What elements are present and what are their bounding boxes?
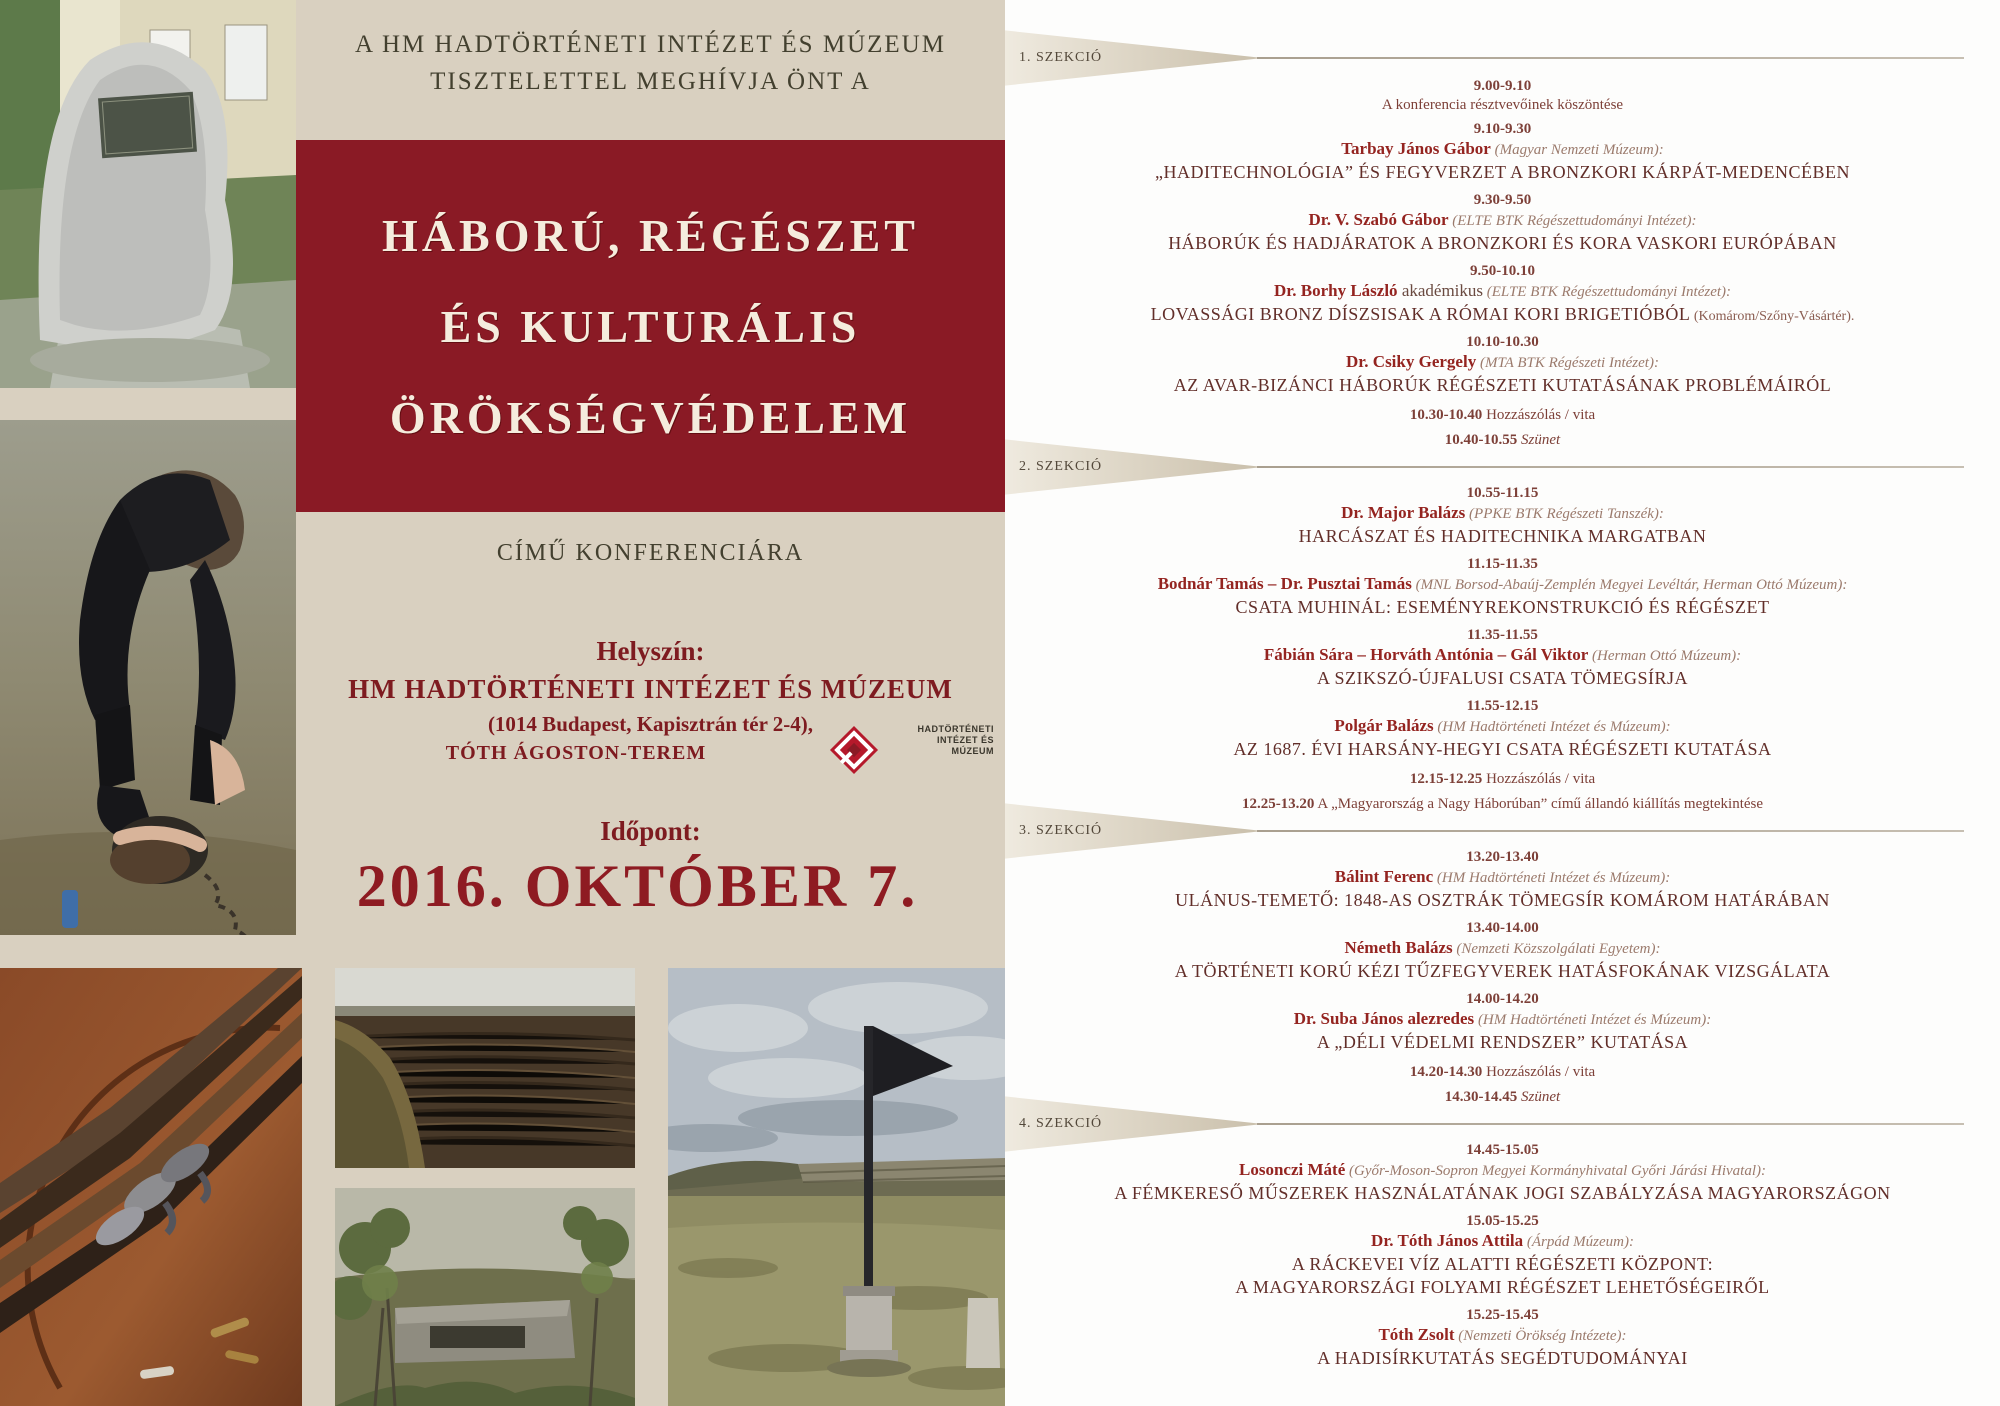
program-note (1005, 77, 2000, 115)
photo-diver (0, 420, 296, 935)
program-talk (1005, 848, 2000, 914)
title-line2: ÉS KULTURÁLIS (440, 300, 861, 352)
talk-time: 11.15-11.35 (1467, 556, 1538, 572)
talk-speaker: Dr. Suba János alezredes (1293, 1009, 1475, 1028)
section-header (1005, 46, 2000, 70)
talk-time: 14.45-15.05 (1466, 1142, 1539, 1158)
program-talk (1005, 484, 2000, 550)
talk-speaker-line (1005, 866, 2000, 889)
talk-time: 14.00-14.20 (1466, 991, 1539, 1007)
note-time: 10.40-10.55 (1444, 432, 1518, 448)
photo-stone-memorial (0, 0, 296, 388)
logo-line1: HADTÖRTÉNETI (917, 724, 994, 734)
program-talk (1005, 1141, 2000, 1207)
talk-speaker: Dr. Csiky Gergely (1346, 352, 1477, 371)
program-talk (1005, 697, 2000, 763)
program-section (1005, 455, 2000, 813)
photo-bunker (335, 1188, 635, 1406)
section-label: 3. SZEKCIÓ (1019, 823, 1103, 838)
talk-affiliation: (MNL Borsod-Abaúj-Zemplén Megyei Levéltár, Herman Ottó Múzeum): (1411, 577, 1848, 593)
note-text: A konferencia résztvevőinek köszöntése (1381, 97, 1624, 113)
talk-speaker: Dr. Major Balázs (1341, 503, 1466, 522)
program-note (1005, 1063, 2000, 1081)
venue-name: HM HADTÖRTÉNETI INTÉZET ÉS MÚZEUM (348, 674, 953, 704)
talk-title: AZ AVAR-BIZÁNCI HÁBORÚK RÉGÉSZETI KUTATÁSÁNAK PROBLÉMÁIRÓL (1173, 375, 1832, 395)
note-time: 14.20-14.30 (1409, 1064, 1483, 1080)
note-time: 12.15-12.25 (1409, 771, 1483, 787)
museum-logo-icon (828, 724, 880, 776)
program-panel (1005, 0, 2000, 1406)
talk-time: 13.40-14.00 (1466, 920, 1539, 936)
venue-room: TÓTH ÁGOSTON-TEREM (445, 742, 707, 764)
talk-speaker: Fábián Sára – Horváth Antónia – Gál Viktor (1263, 645, 1589, 664)
talk-speaker-line (1005, 573, 2000, 596)
talk-speaker: Dr. Borhy László (1273, 281, 1398, 300)
talk-speaker-line (1005, 209, 2000, 232)
section-header (1005, 819, 2000, 843)
talk-time: 15.05-15.25 (1466, 1213, 1539, 1229)
talk-affiliation: (Magyar Nemzeti Múzeum): (1490, 142, 1664, 158)
talk-affiliation: (Győr-Moson-Sopron Megyei Kormányhivatal Győri Járási Hivatal): (1345, 1163, 1766, 1179)
venue-address: (1014 Budapest, Kapisztrán tér 2-4), (487, 712, 814, 736)
note-text: Hozzászólás / vita (1482, 1064, 1596, 1080)
talk-affiliation: (PPKE BTK Régészeti Tanszék): (1465, 506, 1664, 522)
logo-line3: MÚZEUM (951, 746, 994, 756)
talk-time: 9.10-9.30 (1473, 121, 1532, 137)
talk-affiliation: (HM Hadtörténeti Intézet és Múzeum): (1474, 1012, 1712, 1028)
section-body (1005, 484, 2000, 813)
section-label: 1. SZEKCIÓ (1019, 50, 1103, 65)
talk-speaker: Bálint Ferenc (1334, 867, 1434, 886)
invite-line2: TISZTELETTEL MEGHÍVJA ÖNT A (430, 68, 871, 95)
talk-time: 9.30-9.50 (1473, 192, 1532, 208)
program-talk (1005, 262, 2000, 328)
talk-time: 11.35-11.55 (1467, 627, 1538, 643)
section-body (1005, 77, 2000, 449)
program-talk (1005, 191, 2000, 257)
talk-affiliation: (HM Hadtörténeti Intézet és Múzeum): (1433, 870, 1671, 886)
talk-speaker-line (1005, 1324, 2000, 1347)
talk-title: HÁBORÚK ÉS HADJÁRATOK A BRONZKORI ÉS KORA VASKORI EURÓPÁBAN (1168, 233, 1837, 253)
talk-title: HARCÁSZAT ÉS HADITECHNIKA MARGATBAN (1298, 526, 1707, 546)
note-text: Hozzászólás / vita (1482, 407, 1596, 423)
museum-logo (828, 716, 998, 794)
invite-text (296, 26, 1005, 100)
talk-title: A HADISÍRKUTATÁS SEGÉDTUDOMÁNYAI (1317, 1348, 1688, 1368)
talk-speaker: Polgár Balázs (1334, 716, 1434, 735)
program-talk (1005, 555, 2000, 621)
talk-title: A RÁCKEVEI VÍZ ALATTI RÉGÉSZETI KÖZPONT: A MAGYARORSZÁGI FOLYAMI RÉGÉSZET LEHETŐSÉGEIRŐL (1235, 1254, 1770, 1297)
talk-speaker: Dr. V. Szabó Gábor (1308, 210, 1449, 229)
invite-line1: A HM HADTÖRTÉNETI INTÉZET ÉS MÚZEUM (355, 31, 946, 58)
program-talk (1005, 919, 2000, 985)
talk-speaker: Bodnár Tamás – Dr. Pusztai Tamás (1157, 574, 1412, 593)
program-note (1005, 795, 2000, 813)
talk-speaker-line (1005, 1159, 2000, 1182)
program-note (1005, 770, 2000, 788)
section-divider-line (1257, 57, 1964, 59)
talk-affiliation: (Nemzeti Közszolgálati Egyetem): (1452, 941, 1661, 957)
talk-speaker-line (1005, 351, 2000, 374)
program-note (1005, 406, 2000, 424)
talk-title: AZ 1687. ÉVI HARSÁNY-HEGYI CSATA RÉGÉSZETI KUTATÁSA (1233, 739, 1772, 759)
talk-title-suffix: (Komárom/Szőny-Vásártér). (1690, 309, 1855, 324)
talk-speaker-line (1005, 715, 2000, 738)
talk-affiliation: (MTA BTK Régészeti Intézet): (1476, 355, 1659, 371)
program-section (1005, 819, 2000, 1106)
note-time: 12.25-13.20 (1241, 796, 1315, 812)
section-body (1005, 1141, 2000, 1372)
section-body (1005, 848, 2000, 1106)
section-divider-line (1257, 1123, 1964, 1125)
talk-title: A FÉMKERESŐ MŰSZEREK HASZNÁLATÁNAK JOGI SZABÁLYZÁSA MAGYARORSZÁGON (1114, 1183, 1891, 1203)
program-talk (1005, 1306, 2000, 1372)
talk-speaker-line (1005, 138, 2000, 161)
talk-time: 11.55-12.15 (1466, 698, 1539, 714)
program-section (1005, 1112, 2000, 1372)
talk-speaker-extra: akadémikus (1397, 281, 1484, 300)
talk-title: A TÖRTÉNETI KORÚ KÉZI TŰZFEGYVEREK HATÁSFOKÁNAK VIZSGÁLATA (1174, 961, 1831, 981)
program-note (1005, 431, 2000, 449)
program-talk (1005, 990, 2000, 1056)
talk-title: A SZIKSZÓ-ÚJFALUSI CSATA TÖMEGSÍRJA (1317, 668, 1688, 688)
note-text: Szünet (1517, 432, 1561, 448)
section-label: 2. SZEKCIÓ (1019, 459, 1103, 474)
talk-speaker: Tóth Zsolt (1378, 1325, 1455, 1344)
section-divider-line (1257, 466, 1964, 468)
talk-affiliation: (ELTE BTK Régészettudományi Intézet): (1448, 213, 1697, 229)
photo-field (335, 968, 635, 1168)
talk-title: LOVASSÁGI BRONZ DÍSZSISAK A RÓMAI KORI BRIGETIÓBÓL (Komárom/Szőny-Vásártér). (1150, 304, 1855, 324)
program-talk (1005, 626, 2000, 692)
talk-title: A „DÉLI VÉDELMI RENDSZER” KUTATÁSA (1316, 1032, 1689, 1052)
talk-affiliation: (HM Hadtörténeti Intézet és Múzeum): (1433, 719, 1671, 735)
title-line1: HÁBORÚ, RÉGÉSZET (382, 209, 919, 261)
program-talk (1005, 120, 2000, 186)
talk-time: 13.20-13.40 (1466, 849, 1539, 865)
talk-affiliation: (Árpád Múzeum): (1523, 1234, 1634, 1250)
program-talk (1005, 1212, 2000, 1301)
photo-rifles (0, 968, 302, 1406)
section-header (1005, 1112, 2000, 1136)
talk-affiliation: (ELTE BTK Régészettudományi Intézet): (1483, 284, 1732, 300)
conference-subtitle: CÍMŰ KONFERENCIÁRA (496, 540, 805, 566)
talk-title: „HADITECHNOLÓGIA” ÉS FEGYVERZET A BRONZKORI KÁRPÁT-MEDENCÉBEN (1155, 162, 1850, 182)
note-text: A „Magyarország a Nagy Háborúban” című állandó kiállítás megtekintése (1314, 796, 1764, 812)
program-note (1005, 1088, 2000, 1106)
section-divider-line (1257, 830, 1964, 832)
talk-speaker-line (1005, 937, 2000, 960)
venue-label: Helyszín: (596, 636, 705, 666)
talk-time: 15.25-15.45 (1466, 1307, 1539, 1323)
talk-time: 9.50-10.10 (1470, 263, 1535, 279)
talk-speaker-line (1005, 502, 2000, 525)
note-time: 9.00-9.10 (1473, 78, 1532, 94)
section-header (1005, 455, 2000, 479)
talk-affiliation: (Nemzeti Örökség Intézete): (1454, 1328, 1627, 1344)
section-label: 4. SZEKCIÓ (1019, 1116, 1103, 1131)
talk-speaker-line (1005, 644, 2000, 667)
conference-title-box (296, 140, 1005, 512)
talk-speaker-line (1005, 1008, 2000, 1031)
program-content (1005, 46, 2000, 1372)
program-section (1005, 46, 2000, 449)
talk-affiliation: (Herman Ottó Múzeum): (1588, 648, 1742, 664)
talk-time: 10.55-11.15 (1466, 485, 1539, 501)
note-text: Szünet (1517, 1089, 1561, 1105)
talk-speaker-line (1005, 280, 2000, 303)
logo-line2: INTÉZET ÉS (936, 735, 994, 745)
talk-time: 10.10-10.30 (1466, 334, 1539, 350)
talk-title: ULÁNUS-TEMETŐ: 1848-AS OSZTRÁK TÖMEGSÍR KOMÁROM HATÁRÁBAN (1175, 890, 1830, 910)
date-value: 2016. OKTÓBER 7. (356, 853, 919, 919)
photo-flag-monument (668, 968, 1005, 1406)
talk-speaker: Tarbay János Gábor (1341, 139, 1491, 158)
talk-title: CSATA MUHINÁL: ESEMÉNYREKONSTRUKCIÓ ÉS RÉGÉSZET (1235, 597, 1770, 617)
talk-speaker: Dr. Tóth János Attila (1371, 1231, 1524, 1250)
note-time: 14.30-14.45 (1444, 1089, 1518, 1105)
talk-speaker: Losonczi Máté (1239, 1160, 1346, 1179)
title-line3: ÖRÖKSÉGVÉDELEM (389, 391, 912, 443)
note-time: 10.30-10.40 (1409, 407, 1483, 423)
note-text: Hozzászólás / vita (1482, 771, 1596, 787)
talk-speaker: Németh Balázs (1344, 938, 1453, 957)
museum-logo-text (884, 724, 994, 757)
date-label: Időpont: (600, 816, 701, 846)
talk-speaker-line (1005, 1230, 2000, 1253)
program-talk (1005, 333, 2000, 399)
